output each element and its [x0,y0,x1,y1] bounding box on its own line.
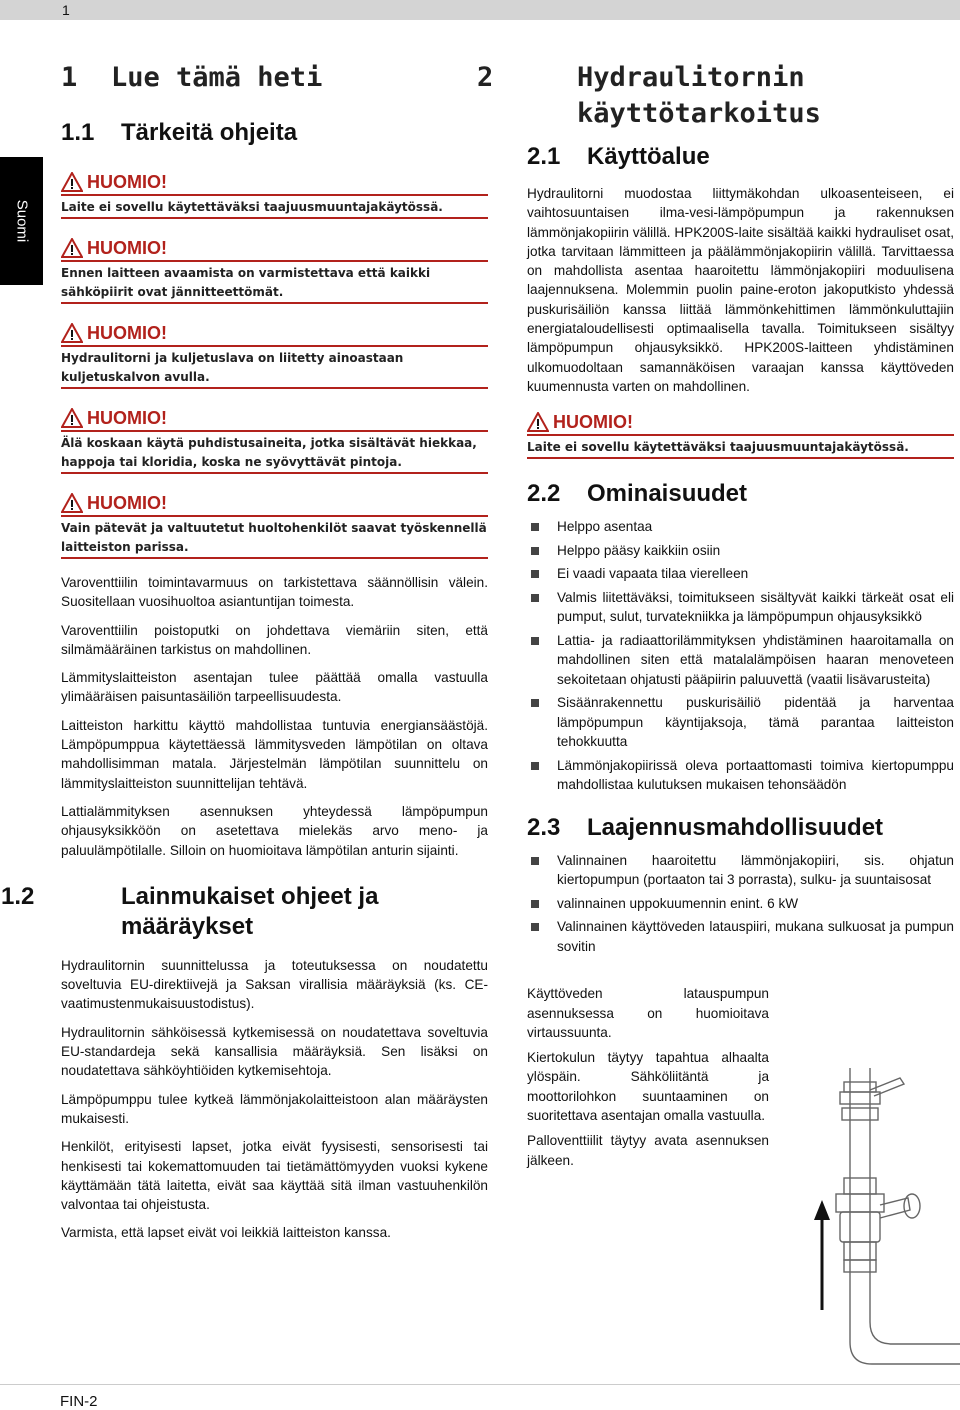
warning-triangle-icon [61,323,83,343]
warning-box [61,406,488,474]
warning-box [61,321,488,389]
warning-text: Laite ei sovellu käytettäväksi taajuusmuuntajakäytössä. [527,440,909,455]
installation-notes [527,984,769,1170]
paragraph: Lämpöpumppu tulee kytkeä lämmönjakolaitteistoon alan määräysten mukaisesti. [61,1091,488,1126]
chapter-2-heading: 2 Hydraulitornin käyttötarkoitus [477,62,821,129]
warning-text: Hydraulitorni ja kuljetuslava on liitetty ainoastaan kuljetuskalvon avulla. [61,351,404,384]
list-item: Sisäänrakennettu puskurisäiliö pidentää ja harventaa lämpöpumpun käyntijaksoja, tämä parantaa laitteiston tehokkuutta [527,693,954,752]
list-item: Helppo asentaa [527,517,954,537]
warning-text: Laite ei sovellu käytettäväksi taajuusmuuntajakäytössä. [61,200,443,214]
warning-text: Älä koskaan käytä puhdistusaineita, jotka sisältävät hiekkaa, happoja tai kloridia, koska ne syövyttävät pintoja. [61,436,477,469]
paragraph: Hydraulitornin suunnittelussa ja toteutuksessa on noudatettu soveltuvia EU-direktiivejä ja Saksan virallisia määräyksiä (ks. CE-vaatimustenmukaisuustodistus). [61,957,488,1012]
language-label: Suomi [13,199,30,243]
right-column [477,60,954,1170]
list-item: Valinnainen haaroitettu lämmönjakopiiri, sis. ohjatun kiertopumpun (portaaton tai 3 porrasta), sulku- ja suuntaisosat [527,851,954,890]
features-list [527,517,954,795]
top-header-bar [0,0,960,20]
warning-title: HUOMIO! [87,237,167,258]
list-item: Valmis liitettäväksi, toimitukseen sisältyvät kaikki tärkeät osat eli pumput, sulut, turvatekniikka ja lämpöpumpun ohjausyksikkö [527,588,954,627]
warning-box [61,491,488,559]
paragraph: Varmista, että lapset eivät voi leikkiä laitteiston kanssa. [61,1225,391,1241]
warning-triangle-icon [61,493,83,513]
section-2-2-heading: 2.2 Ominaisuudet [527,480,748,508]
warning-triangle-icon [61,408,83,428]
circulation-pump-illustration [800,1060,960,1380]
footer-divider [0,1384,960,1385]
chapter-1-heading: 1 Lue tämä heti [61,62,323,93]
warning-box [61,236,488,304]
section-2-3-heading: 2.3 Laajennusmahdollisuudet [527,813,884,841]
list-item: valinnainen uppokuumennin enint. 6 kW [527,894,954,914]
footer-page-id: FIN-2 [60,1393,98,1410]
header-page-number: 1 [62,2,70,18]
list-item: Helppo pääsy kaikkiin osiin [527,541,954,561]
warning-triangle-icon [527,412,549,432]
warning-title: HUOMIO! [553,411,633,432]
warning-triangle-icon [61,172,83,192]
warning-triangle-icon [61,238,83,258]
warning-title: HUOMIO! [87,322,167,343]
paragraph: Lämmityslaitteiston asentajan tulee päättää omalla vastuulla ylimääräisen paisuntasäiliön tarpeellisuudesta. [61,670,488,705]
warning-box [61,170,488,219]
expansions-list [527,851,954,957]
section-1-2-heading: 1.2 Lainmukaiset ohjeet ja määräykset [1,882,379,940]
flow-direction-arrow-icon [814,1200,830,1310]
paragraph: Lattialämmityksen asennuksen yhteydessä lämpöpumpun ohjausyksikköön on asetettava mielekäs arvo meno- ja paluulämpötilalle. Silloin on huomioitava lämpötilan anturin sijainti. [61,803,488,858]
list-item: Valinnainen käyttöveden latauspiiri, mukana sulkuosat ja pumpun sovitin [527,917,954,956]
paragraph: Henkilöt, erityisesti lapset, jotka eivät fyysisesti, sensorisesti tai henkisesti tai kokemattomuuden tai tietämättömyyden vuoksi kykene käyttämään tätä laitetta, eivät saa käyttää sitä ilman vastuuhenkilön valvontaa tai ohjeistusta. [61,1139,488,1213]
paragraph: Hydraulitornin sähköisessä kytkemisessä on noudatettava soveltuvia EU-standardeja sekä kansallisia määräyksiä. Sen lisäksi on noudatettava sähköyhtiöiden kytkemisehtoja. [61,1024,488,1079]
language-side-tab [0,157,43,285]
section-1-1-heading: 1.1 Tärkeitä ohjeita [61,119,298,146]
warning-text: Vain pätevät ja valtuutetut huoltohenkilöt saavat työskennellä laitteiston parissa. [61,521,487,554]
paragraph: Varoventtiilin poistoputki on johdettava viemäriin siten, että silmämääräinen tarkistus on mahdollinen. [61,622,488,657]
warning-text: Ennen laitteen avaamista on varmistettava että kaikki sähköpiirit ovat jännitteettömät. [61,266,431,299]
paragraph: Laitteiston harkittu käyttö mahdollistaa tuntuvia energiansäästöjä. Lämpöpumppua käytettäessä lämmitysveden lämpötilan on oltava mahdollisimman matala. Järjestelmän lämpötilan suunnittelu on lämmityslaitteiston suunnittelijan tehtävä. [61,717,488,791]
warning-title: HUOMIO! [87,171,167,192]
list-item: Lämmönjakopiirissä oleva portaattomasti toimiva kiertopumppu mahdollistaa kulutuksen mukaisen tehonsäädön [527,756,954,795]
paragraph: Käyttöveden latauspumpun asennuksessa on huomioitava virtaussuunta. [527,986,769,1040]
paragraph: Hydraulitorni muodostaa liittymäkohdan ulkoasenteiseen, ei vaihtosuuntaisen ilma-vesi-lämpöpumpun ja rakennuksen lämmönjakopiirin välillä. HPK200S-laite sisältää kaikki hydrauliset osat, jotka tarvitaan lämmitteen ja päälämmönjakopiirin välillä. Tarvittaessa on mahdollista asentaa haaroitettu lämmönjakopiiri moduulisena laajennuksena. Molemmin puolin paine-eroton jakoputkisto yhdessä puskurisäiliön kanssa liittää lämmönkehittimen lämmönkuluttajiin energiataloudellisesti optimaalisella tavalla. Toimitukseen sisältyy lämpöpumpun ohjausyksikkö. HPK200S-laitteen yhdistäminen ulkomuodoltaan samannäköisen varaajan kanssa käyttöveden kuumennusta varten on mahdollinen. [527,186,954,394]
list-item: Lattia- ja radiaattorilämmityksen yhdistäminen haaroitamalla on mahdollinen siten että matalalämpöisen haaran menoveteen sekoitetaan ohjatusti pääpiirin paluuvettä (vaatii lisävarusteita) [527,631,954,690]
paragraph: Palloventtiilit täytyy avata asennuksen jälkeen. [527,1133,769,1168]
warning-title: HUOMIO! [87,492,167,513]
paragraph: Varoventtiilin toimintavarmuus on tarkistettava säännöllisin välein. Suositellaan vuosihuoltoa asiantuntijan toimesta. [61,575,488,610]
paragraph: Kiertokulun täytyy tapahtua alhaalta ylöspäin. Sähköliitäntä ja moottorilohkon suuntaaminen on suoritettava asentajan omalla vastuulla. [527,1050,769,1124]
section-2-1-heading: 2.1 Käyttöalue [527,143,710,170]
list-item: Ei vaadi vapaata tilaa vierelleen [527,564,954,584]
warning-title: HUOMIO! [87,407,167,428]
warning-box [527,410,954,459]
